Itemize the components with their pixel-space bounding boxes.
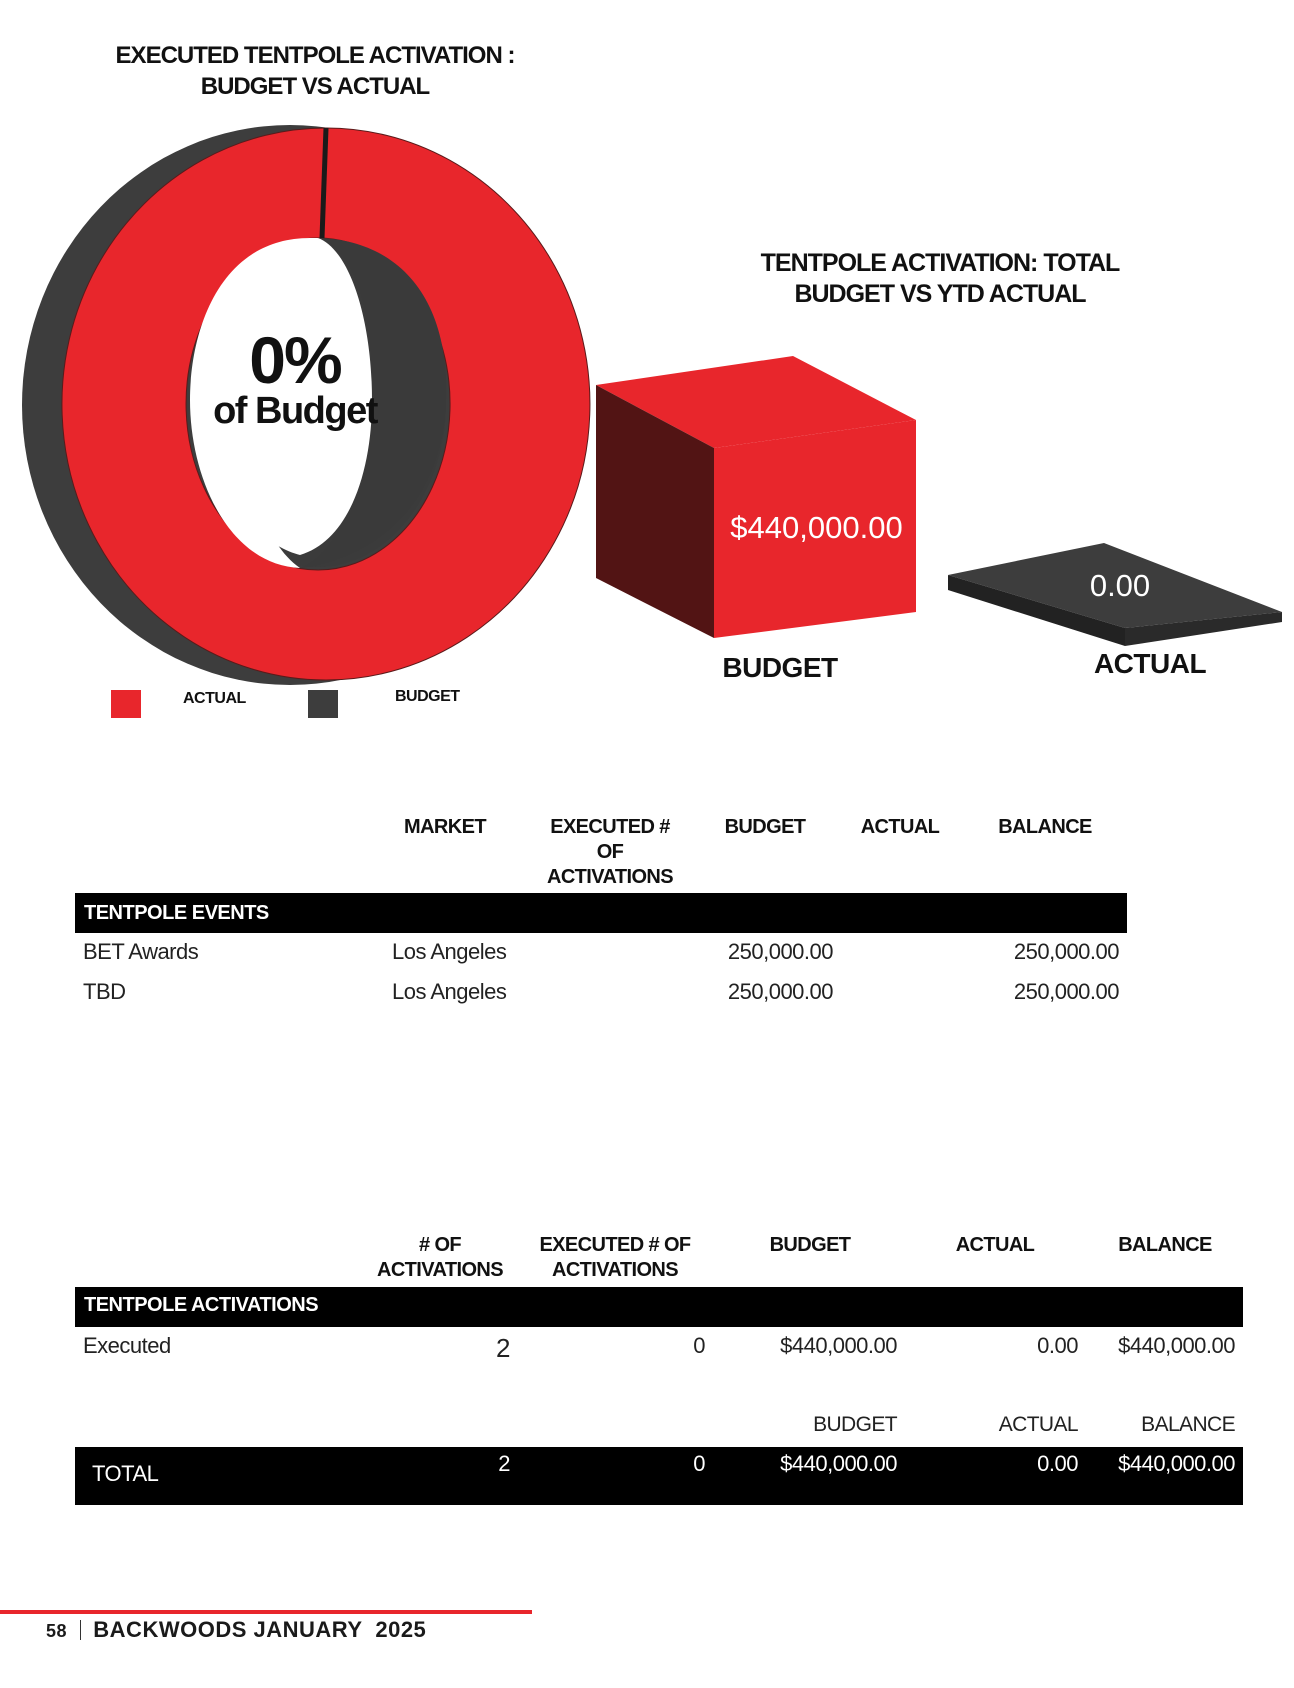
col-header-actual: ACTUAL bbox=[860, 816, 940, 838]
bar-label-actual: ACTUAL bbox=[1093, 648, 1207, 679]
row-label: Executed bbox=[83, 1333, 171, 1358]
row-budget: $440,000.00 bbox=[780, 1333, 897, 1358]
total-subheader-budget: BUDGET bbox=[813, 1413, 897, 1436]
footer-separator bbox=[80, 1620, 81, 1640]
donut-title-line2: BUDGET VS ACTUAL bbox=[200, 73, 430, 100]
col-header-budget: BUDGET bbox=[769, 1234, 851, 1256]
total-band bbox=[75, 1447, 1243, 1505]
col-header-actual: ACTUAL bbox=[955, 1234, 1035, 1256]
bar-budget-value: $440,000.00 bbox=[730, 510, 903, 545]
event-name: TBD bbox=[83, 979, 126, 1004]
section-band-activations bbox=[75, 1287, 1243, 1327]
bar-title-line1: TENTPOLE ACTIVATION: TOTAL bbox=[760, 249, 1120, 277]
total-executed: 0 bbox=[693, 1451, 705, 1476]
section-title-activations: TENTPOLE ACTIVATIONS bbox=[84, 1294, 319, 1316]
col-header-executed-l1: EXECUTED # bbox=[550, 816, 670, 838]
event-market: Los Angeles bbox=[392, 939, 507, 964]
donut-chart-title bbox=[40, 40, 590, 102]
footer bbox=[46, 1617, 426, 1643]
col-header-count-l1: # OF bbox=[418, 1234, 462, 1256]
total-budget: $440,000.00 bbox=[780, 1451, 897, 1476]
bar-actual-value: 0.00 bbox=[1089, 568, 1151, 603]
donut-center-label: of Budget bbox=[213, 390, 377, 432]
col-header-budget: BUDGET bbox=[724, 816, 806, 838]
col-header-balance: BALANCE bbox=[998, 816, 1092, 838]
col-header-executed bbox=[535, 815, 685, 890]
event-balance: 250,000.00 bbox=[1013, 979, 1119, 1004]
total-balance: $440,000.00 bbox=[1118, 1451, 1235, 1476]
donut-title-line1: EXECUTED TENTPOLE ACTIVATION : bbox=[115, 42, 515, 69]
footer-rule bbox=[0, 1610, 532, 1614]
col-header-balance: BALANCE bbox=[1118, 1234, 1212, 1256]
col-header-count bbox=[365, 1233, 515, 1283]
total-actual: 0.00 bbox=[1037, 1451, 1078, 1476]
total-subheader-actual: ACTUAL bbox=[998, 1413, 1078, 1436]
col-header-executed-l3: ACTIVATIONS bbox=[547, 866, 673, 888]
col-header-executed-l2: OF bbox=[596, 841, 624, 863]
legend-swatch-budget bbox=[308, 690, 338, 718]
row-balance: $440,000.00 bbox=[1118, 1333, 1235, 1358]
event-budget: 250,000.00 bbox=[727, 939, 833, 964]
legend-swatch-actual bbox=[111, 690, 141, 718]
bar-label-budget: BUDGET bbox=[722, 652, 838, 683]
legend-label-budget: BUDGET bbox=[395, 688, 460, 705]
footer-publication: BACKWOODS JANUARY 2025 bbox=[93, 1617, 427, 1642]
total-count: 2 bbox=[498, 1451, 510, 1476]
donut-center-value: 0% bbox=[249, 323, 341, 397]
total-subheader-balance: BALANCE bbox=[1141, 1413, 1235, 1436]
col-header-market: MARKET bbox=[404, 816, 486, 838]
section-band-events bbox=[75, 893, 1127, 933]
row-actual: 0.00 bbox=[1037, 1333, 1078, 1358]
event-budget: 250,000.00 bbox=[727, 979, 833, 1004]
bar-chart-title bbox=[700, 248, 1180, 310]
legend-label-actual: ACTUAL bbox=[183, 690, 246, 707]
event-name: BET Awards bbox=[83, 939, 199, 964]
col-header-executed bbox=[530, 1233, 700, 1283]
row-count: 2 bbox=[496, 1333, 510, 1363]
col-header-executed-l1: EXECUTED # OF bbox=[539, 1234, 691, 1256]
row-executed: 0 bbox=[693, 1333, 705, 1358]
bar-chart bbox=[580, 340, 1294, 660]
col-header-executed-l2: ACTIVATIONS bbox=[552, 1259, 678, 1281]
event-market: Los Angeles bbox=[392, 979, 507, 1004]
event-balance: 250,000.00 bbox=[1013, 939, 1119, 964]
bar-title-line2: BUDGET VS YTD ACTUAL bbox=[794, 280, 1086, 308]
section-title-events: TENTPOLE EVENTS bbox=[84, 902, 269, 924]
page-number: 58 bbox=[46, 1621, 68, 1641]
col-header-count-l2: ACTIVATIONS bbox=[377, 1259, 503, 1281]
total-label: TOTAL bbox=[92, 1461, 159, 1486]
